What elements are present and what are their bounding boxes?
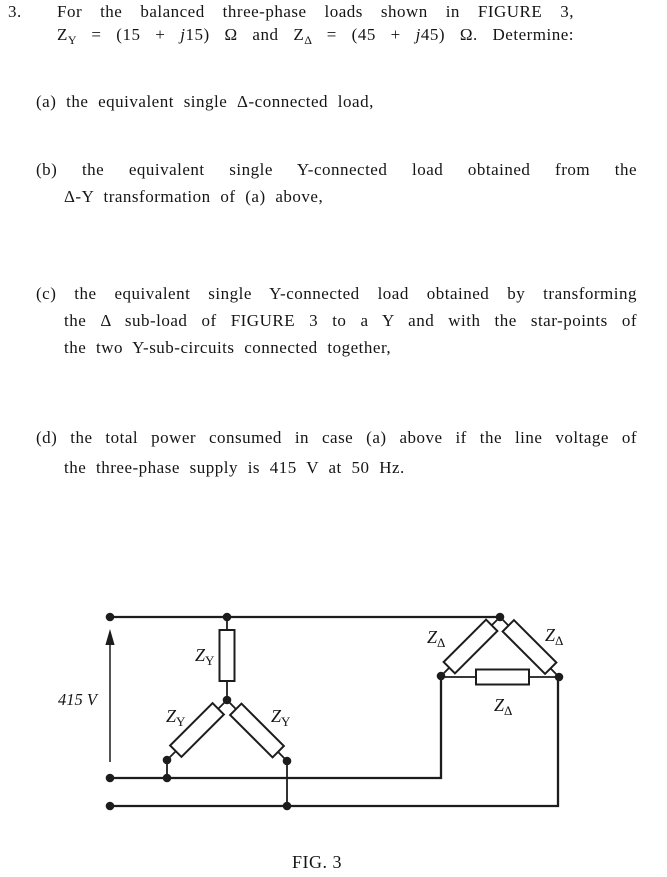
intro-line-1: For the balanced three-phase loads shown in FIGURE 3, <box>57 2 574 21</box>
label-zy-left: $Z_Y$ <box>166 706 186 729</box>
determine-text: . Determine: <box>472 25 574 44</box>
item-b-line-1: (b) the equivalent single Y-connected load obtained from the <box>36 160 637 179</box>
problem-number: 3. <box>8 2 22 21</box>
j-operator: j <box>415 25 421 44</box>
item-c-line-3: the two Y-sub-circuits connected together, <box>64 338 392 357</box>
voltage-label: 415 V <box>58 690 97 709</box>
zdelta-symbol: Z <box>293 25 305 44</box>
zy-symbol: Z <box>57 25 68 44</box>
and-text: and <box>237 25 294 44</box>
zy-equation: = (15 + <box>76 25 181 44</box>
resistor-zdelta-bottom <box>476 670 529 685</box>
zdelta-value: 45) <box>420 25 460 44</box>
middle-bus-line <box>110 676 441 778</box>
item-d-line-1: (d) the total power consumed in case (a) above if the line voltage of <box>36 428 637 447</box>
item-d-line-2: the three-phase supply is 415 V at 50 Hz. <box>64 458 405 477</box>
j-operator: j <box>180 25 186 44</box>
voltage-arrow <box>105 629 114 762</box>
resistor-zy-left <box>170 703 224 757</box>
item-a-line-1: (a) the equivalent single Δ-connected load, <box>36 92 374 111</box>
zdelta-subscript: Δ <box>304 33 312 47</box>
ohm-symbol: Ω <box>459 25 473 44</box>
label-zy-top: $Z_Y$ <box>195 645 215 668</box>
item-c-line-1: (c) the equivalent single Y-connected load obtained by transforming <box>36 284 637 303</box>
label-zdelta-bottom: $Z_\Delta$ <box>494 695 513 718</box>
resistor-zdelta-left <box>444 620 498 674</box>
item-c-line-2: the Δ sub-load of FIGURE 3 to a Y and with the star-points of <box>64 311 637 330</box>
zy-subscript: Y <box>67 33 77 47</box>
resistor-zy-top <box>220 630 235 681</box>
label-zy-right: $Z_Y$ <box>271 706 291 729</box>
label-zdelta-right: $Z_\Delta$ <box>545 625 564 648</box>
item-b-line-2: Δ-Y transformation of (a) above, <box>64 187 324 206</box>
zy-value: 15) <box>185 25 225 44</box>
ohm-symbol: Ω <box>224 25 238 44</box>
label-zdelta-left: $Z_\Delta$ <box>427 627 446 650</box>
figure-caption: FIG. 3 <box>292 852 343 872</box>
arrow-up-head <box>105 629 114 645</box>
zdelta-equation: = (45 + <box>311 25 416 44</box>
